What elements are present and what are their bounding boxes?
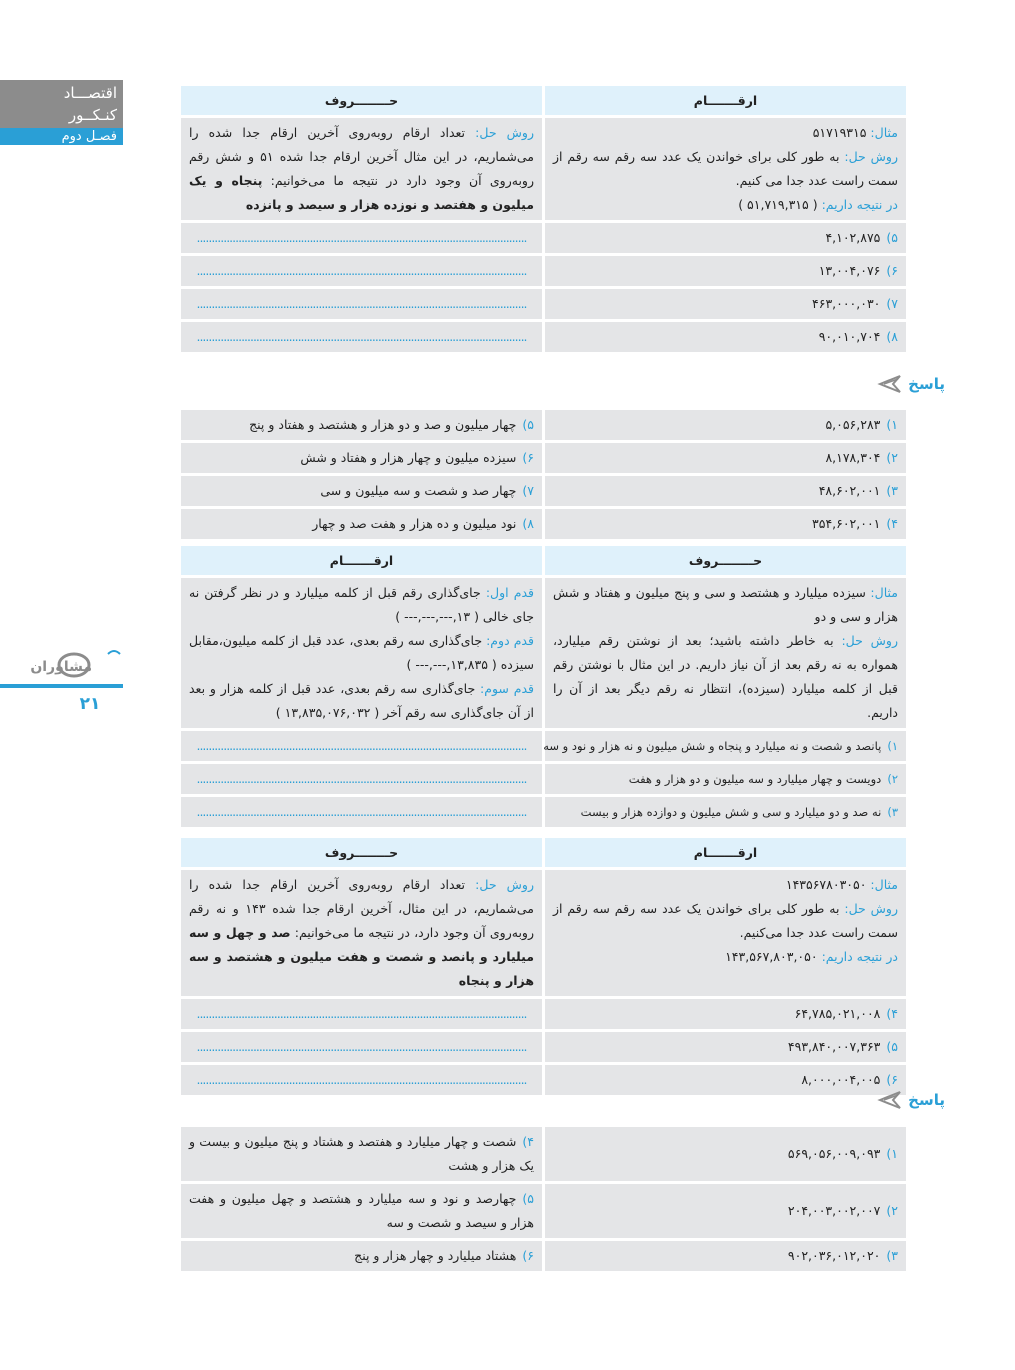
table-row: ۲)۲۰۴,۰۰۳,۰۰۲,۰۰۷ ۵)چهارصد و نود و سه میلیارد و هشتصد و چهل میلیون و هفت هزار و سیصد و شصت و سه bbox=[181, 1184, 906, 1238]
table-row: ۳)نه صد و دو میلیارد و سی و شش میلیون و دوازده هزار و بیست ............................................................................................................... bbox=[181, 797, 906, 827]
col-header-digits: ارقـــــــام bbox=[545, 838, 906, 867]
example-cell: مثال: سیزده میلیارد و هشتصد و سی و پنج میلیون و هفتاد و شش هزار و سی و دو روش حل: به خاطر داشته باشید؛ بعد از نوشتن رقم میلیارد، همواره به نه رقم بعد از آن نیاز داریم. در این مثال با نوشتن رقم قبل از کلمه میلیارد (سیزده)، انتظار نه رقم دیگر بعد از آن را داریم. bbox=[545, 578, 906, 728]
col-header-digits: ارقـــــــام bbox=[545, 86, 906, 115]
answer-blank[interactable]: ............................................................................................................... bbox=[181, 1065, 542, 1095]
table-row: ۱)پانصد و شصت و نه میلیارد و پنجاه و شش میلیون و نه هزار و نود و سه ............................................................................................................... bbox=[181, 731, 906, 761]
book-title bbox=[0, 80, 123, 128]
answer-blank[interactable]: ............................................................................................................... bbox=[181, 999, 542, 1029]
chapter-label: فصـل دوم bbox=[0, 128, 123, 145]
pencil-icon bbox=[878, 1090, 904, 1110]
table-row: ۲)دویست و چهار میلیارد و سه میلیون و دو هزار و هفت ............................................................................................................... bbox=[181, 764, 906, 794]
table-answers-2 bbox=[178, 1124, 909, 1274]
example-cell: مثال: ۵۱۷۱۹۳۱۵ روش حل: به طور کلی برای خواندن یک عدد سه رقم سه رقم از سمت راست عدد جدا می کنیم. در نتیجه داریم: ( ۵۱,۷۱۹,۳۱۵ ) bbox=[545, 118, 906, 220]
svg-text:مشاوران: مشاوران bbox=[30, 659, 92, 675]
answer-title: پاسخ bbox=[908, 375, 945, 393]
table-words-to-numbers bbox=[178, 543, 909, 830]
publisher-logo bbox=[30, 646, 126, 680]
page-number: ۲۱ bbox=[79, 694, 101, 714]
table-row: ۵)۴,۱۰۲,۸۷۵ ............................................................................................................... bbox=[181, 223, 906, 253]
table-row: ۱)۵۶۹,۰۵۶,۰۰۹,۰۹۳ ۴)شصت و چهار میلیارد و هفتصد و هشتاد و پنج میلیون و بیست و یک هزار و هشت bbox=[181, 1127, 906, 1181]
table-row: ۶)۸,۰۰۰,۰۰۴,۰۰۵ ............................................................................................................... bbox=[181, 1065, 906, 1095]
title-line-1: اقتصـــاد bbox=[63, 84, 117, 102]
col-header-letters: حــــــــروف bbox=[545, 546, 906, 575]
solution-cell: روش حل: تعداد ارقام روبه‌روی آخرین ارقام جدا شده را می‌شماریم، در این مثال آخرین ارقام جدا شده ۵۱ و شش رقم روبه‌روی آن وجود دارد در نتیجه ما می‌خوانیم: پنجاه و یک میلیون و هفتصد و نوزده هزار و سیصد و پانزده bbox=[181, 118, 542, 220]
page-rule bbox=[0, 684, 123, 688]
answer-blank[interactable]: ............................................................................................................... bbox=[181, 1032, 542, 1062]
table-row: ۱)۵,۰۵۶,۲۸۳ ۵)چهار میلیون و صد و دو هزار و هشتصد و هفتاد و پنج bbox=[181, 410, 906, 440]
table-row: ۸)۹۰,۰۱۰,۷۰۴ ............................................................................................................... bbox=[181, 322, 906, 352]
table-row: ۵)۴۹۳,۸۴۰,۰۰۷,۳۶۳ ............................................................................................................... bbox=[181, 1032, 906, 1062]
answer-blank[interactable]: ............................................................................................................... bbox=[181, 322, 542, 352]
table-answers-1 bbox=[178, 407, 909, 542]
table-row: ۲)۸,۱۷۸,۳۰۴ ۶)سیزده میلیون و چهار هزار و هفتاد و شش bbox=[181, 443, 906, 473]
col-header-digits: ارقـــــــام bbox=[181, 546, 542, 575]
title-line-2: کنـکــور bbox=[68, 106, 117, 124]
table-row: ۳)۴۸,۶۰۲,۰۰۱ ۷)چهار صد و شصت و سه میلیون و سی bbox=[181, 476, 906, 506]
answer-heading bbox=[878, 374, 945, 394]
table-row: ۶)۱۳,۰۰۴,۰۷۶ ............................................................................................................... bbox=[181, 256, 906, 286]
answer-blank[interactable]: ............................................................................................................... bbox=[181, 764, 542, 794]
answer-blank[interactable]: ............................................................................................................... bbox=[181, 223, 542, 253]
chapter-tab bbox=[0, 80, 123, 145]
table-row: ۴)۳۵۴,۶۰۲,۰۰۱ ۸)نود میلیون و ده هزار و هفت صد و چهار bbox=[181, 509, 906, 539]
answer-heading bbox=[878, 1090, 945, 1110]
col-header-letters: حــــــــروف bbox=[181, 86, 542, 115]
table-row: ۳)۹۰۲,۰۳۶,۰۱۲,۰۲۰ ۶)هشتاد میلیارد و چهار هزار و پنج bbox=[181, 1241, 906, 1271]
steps-cell: قدم اول: جای‌گذاری رقم قبل از کلمه میلیارد و در نظر گرفتن نه جای خالی ( ۱۳,---,---,--- ) قدم دوم: جای‌گذاری سه رقم بعدی، عدد قبل از کلمه میلیون،مقابل سیزده ( ۱۳,۸۳۵,---,--- ) قدم سوم: جای‌گذاری سه رقم بعدی، عدد قبل از کلمه هزار و بعد از آن جای‌گذاری سه رقم آخر ( ۱۳,۸۳۵,۰۷۶,۰۳۲ ) bbox=[181, 578, 542, 728]
answer-title: پاسخ bbox=[908, 1091, 945, 1109]
answer-blank[interactable]: ............................................................................................................... bbox=[181, 289, 542, 319]
table-numbers-to-words-2 bbox=[178, 835, 909, 1098]
table-row: ۴)۶۴,۷۸۵,۰۲۱,۰۰۸ ............................................................................................................... bbox=[181, 999, 906, 1029]
col-header-letters: حــــــــروف bbox=[181, 838, 542, 867]
answer-blank[interactable]: ............................................................................................................... bbox=[181, 731, 542, 761]
solution-cell: روش حل: تعداد ارقام روبه‌روی آخرین ارقام جدا شده را می‌شماریم، در این مثال، آخرین ارقام جدا شده ۱۴۳ و نه رقم روبه‌روی آن وجود دارد، در نتیجه ما می‌خوانیم: صد و چهل و سه میلیارد و پانصد و شصت و هفت میلیون و هشتصد و سه هزار و پنجاه bbox=[181, 870, 542, 996]
answer-blank[interactable]: ............................................................................................................... bbox=[181, 797, 542, 827]
pencil-icon bbox=[878, 374, 904, 394]
example-cell: مثال: ۱۴۳۵۶۷۸۰۳۰۵۰ روش حل: به طور کلی برای خواندن یک عدد سه رقم سه رقم از سمت راست عدد جدا می‌کنیم. در نتیجه داریم: ۱۴۳,۵۶۷,۸۰۳,۰۵۰ bbox=[545, 870, 906, 996]
answer-blank[interactable]: ............................................................................................................... bbox=[181, 256, 542, 286]
table-row: ۷)۴۶۳,۰۰۰,۰۳۰ ............................................................................................................... bbox=[181, 289, 906, 319]
table-numbers-to-words-1 bbox=[178, 83, 909, 355]
